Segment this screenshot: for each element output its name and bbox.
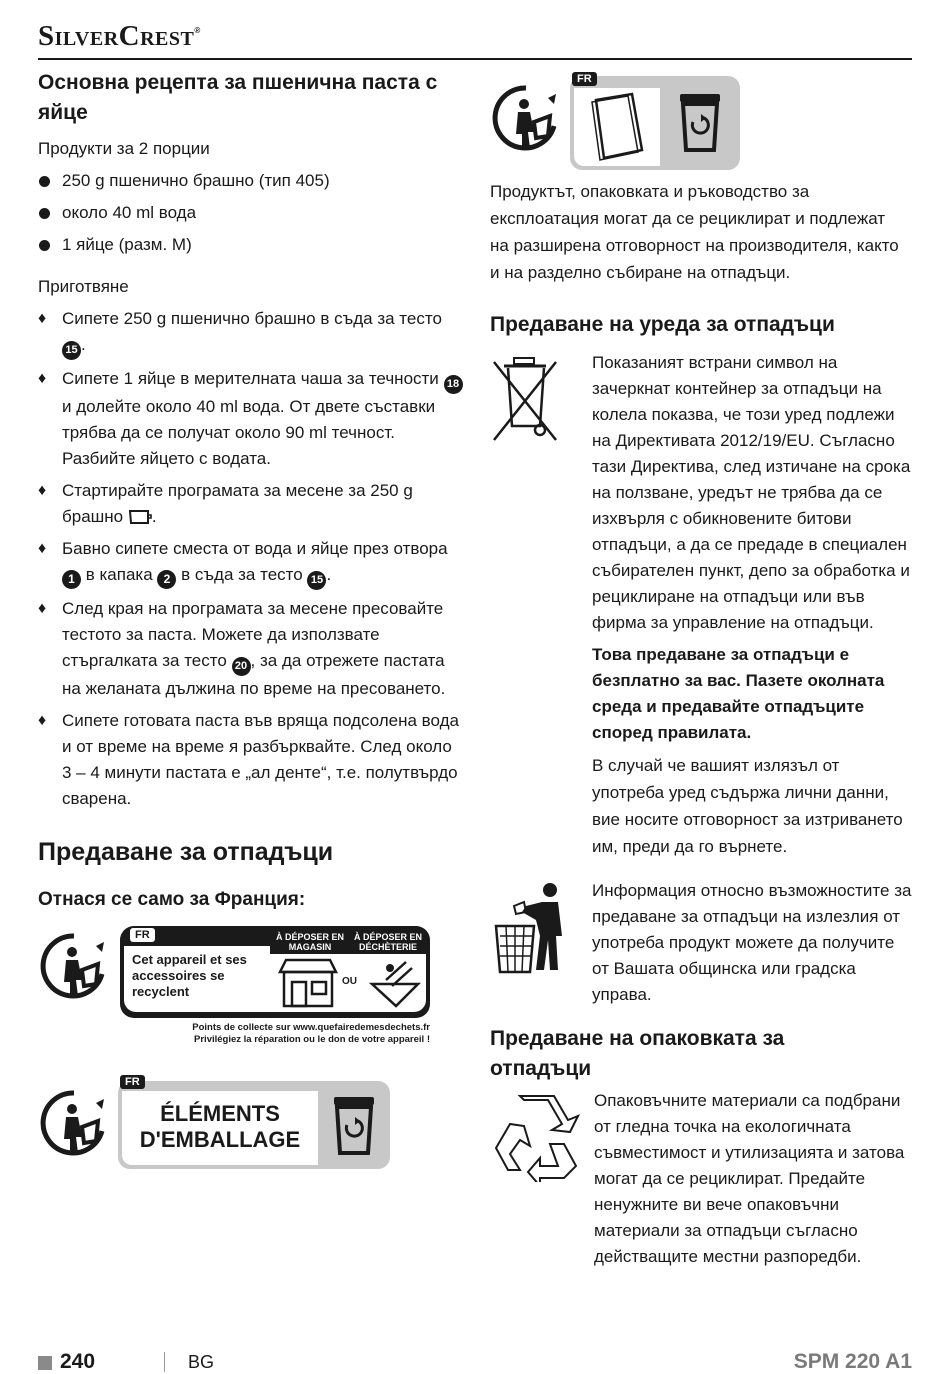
- part-number-badge: 20: [232, 657, 251, 676]
- fr-note-1: Points de collecte sur www.quefairedemesdechets.fr: [192, 1022, 430, 1033]
- fr-device-text-box: [124, 946, 270, 1012]
- footer-divider: [164, 1352, 165, 1372]
- page-footer: [38, 1350, 912, 1374]
- fr-pack-line-2: D'EMBALLAGE: [139, 1127, 301, 1152]
- ingredients-list: [38, 168, 463, 258]
- info-text: Информация относно възможностите за предаване за отпадъци на излезлия от употреба продукт можете да получите от Вашата общинска или градска управа.: [592, 881, 912, 1004]
- list-item: 1 яйце (разм. M): [38, 232, 463, 258]
- part-number-badge: 1: [62, 570, 81, 589]
- part-number-badge: 2: [157, 570, 176, 589]
- recycling-arrows-icon: [490, 1092, 582, 1182]
- recipe-title: Основна рецепта за пшенична паста с яйце: [38, 71, 438, 124]
- triman-packaging-label: [38, 1076, 463, 1171]
- paper-icon: [582, 92, 652, 162]
- intro-text: Продуктът, опаковката и ръководство за експлоатация могат да се рециклират и подлежат на разширена отговорност на производителя, както и на разделно събиране на отпадъци.: [490, 182, 899, 282]
- prep-label: Приготвяне: [38, 277, 129, 296]
- brand-logo: SilverCrest®: [38, 20, 201, 52]
- fr-shop-label: À DÉPOSER EN MAGASIN: [275, 932, 344, 952]
- triman-icon: [490, 82, 562, 160]
- litter-bin-person-icon: [490, 880, 570, 976]
- fr-note-2: Privilégiez la réparation ou le don de votre appareil !: [194, 1034, 430, 1045]
- fr-device-text: Cet appareil et ses accessoires se recyclent: [132, 952, 247, 999]
- fr-tag: FR: [120, 1075, 145, 1089]
- fr-pack-line-1: ÉLÉMENTS: [160, 1101, 280, 1126]
- part-number-badge: 18: [444, 375, 463, 394]
- packaging-block: [490, 1088, 915, 1270]
- fr-or-label: OU: [342, 976, 357, 987]
- list-item: ♦ Сипете готовата паста във вряща подсолена вода и от време на време я разбърквайте. След около 3 – 4 минути пастата е „ал денте“, т.е. полутвърдо сварена.: [38, 708, 463, 812]
- fr-notes: [120, 1022, 430, 1046]
- france-title: Отнася се само за Франция:: [38, 889, 306, 910]
- triman-icon: [38, 1087, 110, 1165]
- info-block: [490, 878, 915, 1008]
- docs-picto-box: [574, 88, 660, 166]
- right-column: [490, 68, 915, 1270]
- packaging-text: Опаковъчните материали са подбрани от гледна точка на екологичната съвместимост и утилизацията и затова могат да се рециклират. Предайте ненужните ви вече опаковъчни материали за отпадъци съгласно действащите местни разпоредби.: [594, 1091, 905, 1266]
- part-number-badge: 15: [307, 571, 326, 590]
- weee-text: Показаният встрани символ на зачеркнат контейнер за отпадъци на колела показва, че този уред подлежи на Директивата 2012/19/EU. Съгласно тази Директива, след изтичане на срока на ползване, уредът не трябва да се изхвърля с обикновените битови отпадъци, а да се предаде в специален събирателен пункт, депо за обработка и рециклиране на отпадъци или във фирма за управление на отпадъци.: [592, 353, 911, 632]
- model-number: SPM 220 A1: [793, 1350, 912, 1373]
- header-rule: [38, 58, 912, 60]
- weee-block: [490, 350, 915, 636]
- triman-device-label: [38, 926, 463, 1051]
- recycling-bin-icon: [328, 1093, 380, 1159]
- device-disposal-title: Предаване на уреда за отпадъци: [490, 313, 835, 336]
- recycling-bin-icon: [674, 90, 726, 156]
- steps-list: [38, 306, 463, 812]
- personal-data-text: В случай че вашият излязъл от употреба уред съдържа лични данни, вие носите отговорност за изтриването им, преди да го върнете.: [592, 756, 903, 856]
- fr-tag: FR: [130, 928, 155, 942]
- disposal-title: Предаване за отпадъци: [38, 838, 334, 866]
- triman-icon: [38, 930, 110, 1008]
- crossed-bin-icon: [490, 354, 560, 444]
- fr-device-panel: [120, 926, 430, 1018]
- kneading-pot-icon: [128, 508, 152, 525]
- list-item: ♦ Сипете 250 g пшенично брашно в съда за тесто 15 .: [38, 306, 463, 360]
- left-column: [38, 68, 463, 1171]
- shop-icon: [276, 958, 340, 1010]
- list-item: ♦ Стартирайте програмата за месене за 250 g брашно .: [38, 478, 463, 530]
- part-number-badge: 15: [62, 341, 81, 360]
- fr-pack-panel: [118, 1076, 390, 1169]
- free-disposal-text: Това предаване за отпадъци е безплатно за вас. Пазете околната среда и предавайте отпадъците според правилата.: [592, 645, 885, 742]
- list-item: около 40 ml вода: [38, 200, 463, 226]
- fr-pack-text-box: [122, 1091, 318, 1165]
- triman-docs-label: [490, 68, 915, 174]
- page-number: 240: [60, 1350, 96, 1373]
- list-item: ♦ Сипете 1 яйце в мерителната чаша за течности 18 и долейте около 40 ml вода. От двете съставки трябва да се получат около 90 ml течност. Разбийте яйцето с водата.: [38, 366, 463, 472]
- list-item: 250 g пшенично брашно (тип 405): [38, 168, 463, 194]
- fr-docs-panel: [570, 73, 740, 170]
- language-code: BG: [188, 1352, 215, 1372]
- packaging-disposal-title: Предаване на опаковката за отпадъци: [490, 1027, 785, 1080]
- ingredients-label: Продукти за 2 порции: [38, 139, 210, 158]
- fr-tag: FR: [572, 72, 597, 86]
- fr-dechet-label: À DÉPOSER EN DÉCHÈTERIE: [353, 932, 422, 952]
- footer-square: [38, 1356, 52, 1370]
- list-item: ♦ Бавно сипете сместа от вода и яйце през отвора 1 в капака 2 в съда за тесто 15 .: [38, 536, 463, 590]
- list-item: ♦ След края на програмата за месене пресовайте тестото за паста. Можете да използвате стъргалката за тесто 20 , за да отрежете пастата на желаната дължина по време на пресоването.: [38, 596, 463, 702]
- fr-pictos: [270, 954, 426, 1012]
- dechetterie-icon: [366, 958, 422, 1010]
